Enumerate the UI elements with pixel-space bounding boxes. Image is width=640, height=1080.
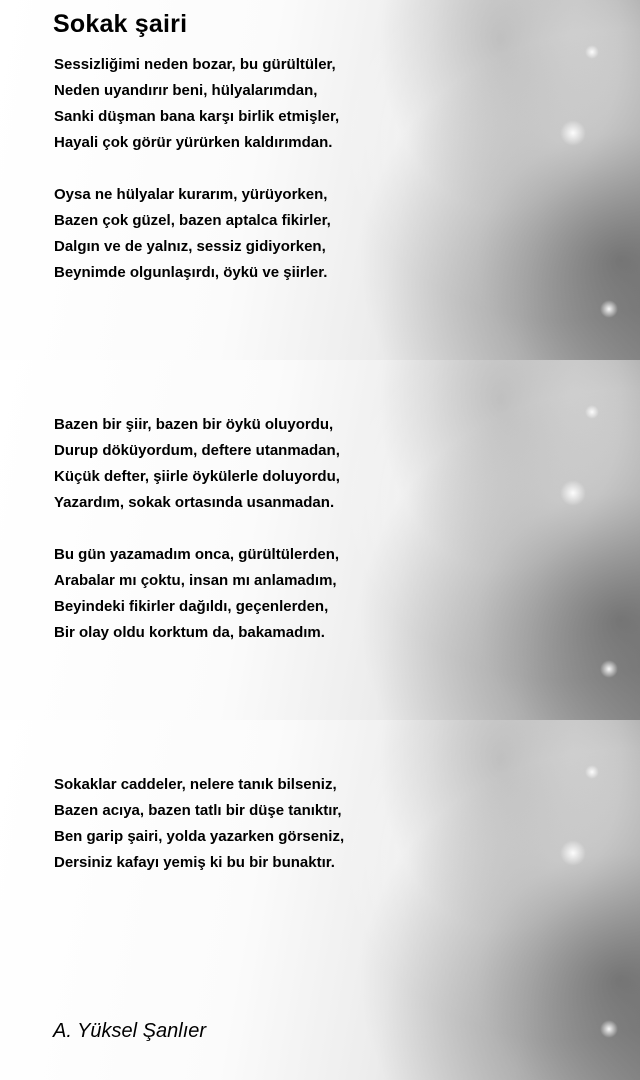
stanza-4 bbox=[54, 542, 339, 646]
poem-line: Sessizliğimi neden bozar, bu gürültüler, bbox=[54, 56, 336, 73]
poem-author: A. Yüksel Şanlıer bbox=[53, 1020, 207, 1042]
poem-line: Bazen acıya, bazen tatlı bir düşe tanıktır, bbox=[54, 802, 342, 819]
poem-line: Arabalar mı çoktu, insan mı anlamadım, bbox=[54, 572, 337, 589]
poem-line: Hayali çok görür yürürken kaldırımdan. bbox=[54, 134, 333, 151]
bokeh-spot bbox=[600, 1020, 618, 1038]
poem-line: Bir olay oldu korktum da, bakamadım. bbox=[54, 624, 325, 641]
poem-line: Beynimde olgunlaşırdı, öykü ve şiirler. bbox=[54, 264, 328, 281]
stanza-3 bbox=[54, 412, 340, 516]
poem-line: Neden uyandırır beni, hülyalarımdan, bbox=[54, 82, 318, 99]
poem-line: Bazen bir şiir, bazen bir öykü oluyordu, bbox=[54, 416, 334, 433]
poem-line: Sanki düşman bana karşı birlik etmişler, bbox=[54, 108, 340, 125]
bokeh-spot bbox=[560, 120, 586, 146]
poem-panel-3 bbox=[0, 720, 640, 1080]
bokeh-spot bbox=[560, 840, 586, 866]
poem-line: Bazen çok güzel, bazen aptalca fikirler, bbox=[54, 212, 331, 229]
bokeh-spot bbox=[560, 480, 586, 506]
poem-line: Durup döküyordum, deftere utanmadan, bbox=[54, 442, 340, 459]
stanza-2 bbox=[54, 182, 331, 286]
poem-line: Oysa ne hülyalar kurarım, yürüyorken, bbox=[54, 186, 328, 203]
poem-line: Dalgın ve de yalnız, sessiz gidiyorken, bbox=[54, 238, 326, 255]
poem-title: Sokak şairi bbox=[53, 10, 188, 38]
stanza-1 bbox=[54, 52, 339, 156]
bokeh-spot bbox=[600, 300, 618, 318]
poem-line: Ben garip şairi, yolda yazarken görseniz, bbox=[54, 828, 345, 845]
poem-line: Dersiniz kafayı yemiş ki bu bir bunaktır. bbox=[54, 854, 335, 871]
bokeh-spot bbox=[600, 660, 618, 678]
poem-line: Beyindeki fikirler dağıldı, geçenlerden, bbox=[54, 598, 329, 615]
bokeh-spot bbox=[585, 45, 599, 59]
bokeh-spot bbox=[585, 405, 599, 419]
poem-line: Bu gün yazamadım onca, gürültülerden, bbox=[54, 546, 340, 563]
bokeh-spot bbox=[585, 765, 599, 779]
poem-line: Sokaklar caddeler, nelere tanık bilseniz, bbox=[54, 776, 337, 793]
poem-line: Yazardım, sokak ortasında usanmadan. bbox=[54, 494, 335, 511]
stanza-5 bbox=[54, 772, 344, 876]
poem-panel-2 bbox=[0, 360, 640, 720]
poem-line: Küçük defter, şiirle öykülerle doluyordu, bbox=[54, 468, 340, 485]
poem-panel-1 bbox=[0, 0, 640, 360]
